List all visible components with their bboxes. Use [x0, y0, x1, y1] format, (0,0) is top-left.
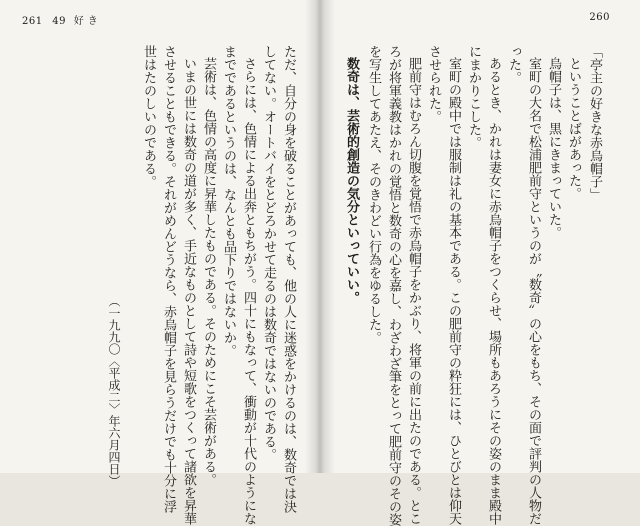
left-page-header [22, 12, 102, 27]
right-line-7: にまかりこした。 [466, 45, 481, 149]
page-gutter [305, 0, 335, 473]
left-line-6: いまの世には数奇の道が多く、手近なものとして詩や短歌をつくって諸欲を昇華 [181, 57, 196, 525]
right-page-number: 260 [589, 12, 610, 23]
right-line-10: 肥前守はむろん切腹を覚悟で赤烏帽子をかぶり、将軍の前に出たのである。とこ [406, 57, 421, 525]
left-line-2: してない。オートバイをとどろかせて走るのは数奇ではないのである。 [261, 45, 276, 461]
right-line-1: 「亭主の好きな赤烏帽子」 [587, 45, 602, 201]
left-line-3: さらには、色情による出奔ともちがう。四十にもなって、衝動が十代のようにな [241, 57, 256, 525]
right-line-3: 烏帽子は、黒にきまっていた。 [546, 57, 561, 239]
left-line-1: ただ、自分の身を破ることがあっても、他の人に迷惑をかけるのは、数奇では決 [281, 45, 296, 513]
right-line-4: 室町の大名で松浦肥前守というのが〝数奇〟の心をもち、その面で評判の人物だ [526, 57, 541, 525]
left-line-8: 世はたのしいのである。 [141, 45, 156, 188]
running-title-number: 49 [52, 16, 67, 27]
closing-date-note: （一九九〇〈平成二〉年六月四日） [107, 295, 121, 487]
running-title: 好き [73, 16, 102, 27]
right-line-11: ろが将軍義教はかれの覚悟と数奇の心を嘉し、わざわざ筆をとって肥前守のその姿 [386, 45, 401, 526]
left-line-4: までであるというのは、なんとも品下りではないか。 [221, 45, 236, 357]
left-page-number: 261 [22, 16, 43, 27]
right-line-8: 室町の殿中では服制は礼の基本である。この肥前守の粋狂には、ひとびとは仰天 [446, 57, 461, 525]
right-line-9: させられた。 [426, 45, 441, 123]
right-page-header [589, 12, 610, 23]
left-line-7: させることもできる。それがめんどうなら、赤烏帽子を見らうだけでも十分に浮 [161, 45, 176, 513]
right-line-6: あるとき、かれは妻女に赤烏帽子をつくらせ、場所もあろうにその姿のまま殿中 [486, 57, 501, 525]
right-line-2: ということばがあった。 [566, 57, 581, 200]
emphasis-line: 数奇は、芸術的創造の気分といっていい。 [344, 57, 359, 304]
right-line-12: を写生してあたえ、そのきわどい行為をゆるした。 [366, 45, 381, 344]
left-line-5: 芸術は、色情の高度に昇華したものである。そのためにこそ芸術がある。 [201, 57, 216, 486]
right-line-5: った。 [506, 45, 521, 84]
